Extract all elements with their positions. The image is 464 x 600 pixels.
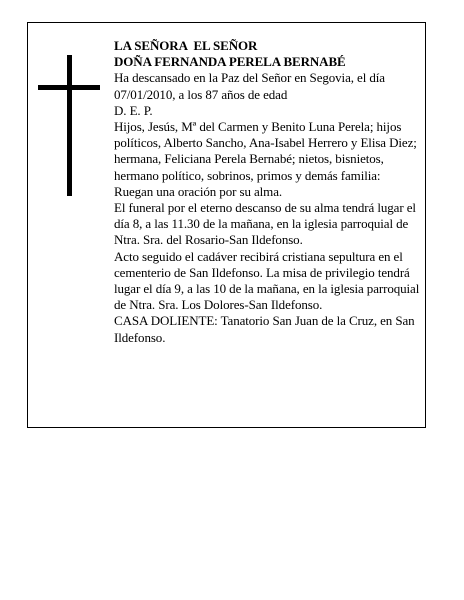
dep-line: D. E. P. [114,102,153,118]
prayer-request: Ruegan una oración por su alma. [114,183,283,199]
deceased-name: DOÑA FERNANDA PERELA BERNABÉ [114,54,346,70]
notice-heading-line-1: LA SEÑORA EL SEÑOR [114,38,258,53]
funeral-home: CASA DOLIENTE: Tanatorio San Juan de la Cruz, en San Ildefonso. [114,313,415,345]
cross-horizontal-bar [38,85,100,90]
family-list: Hijos, Jesús, Mª del Carmen y Benito Luna Perela; hijos políticos, Alberto Sancho, Ana-Isabel Herrero y Elisa Diez; hermana, Feliciana Perela Bernabé; nietos, bisnietos, hermano político, sobrinos, primos y demás familia: [114,119,417,183]
funeral-details: El funeral por el eterno descanso de su alma tendrá lugar el día 8, a las 11.30 de la mañana, en la iglesia parroquial de Ntra. Sra. del Rosario-San Ildefonso. [114,200,416,248]
notice-text [114,38,424,346]
death-statement: Ha descansado en la Paz del Señor en Segovia, el día 07/01/2010, a los 87 años de edad [114,70,385,102]
cross-vertical-bar [67,55,72,196]
burial-and-mass-details: Acto seguido el cadáver recibirá cristiana sepultura en el cementerio de San Ildefonso. La misa de privilegio tendrá lugar el día 9, a las 10 de la mañana, en la iglesia parroquial de Ntra. Sra. Los Dolores-San Ildefonso. [114,248,420,313]
